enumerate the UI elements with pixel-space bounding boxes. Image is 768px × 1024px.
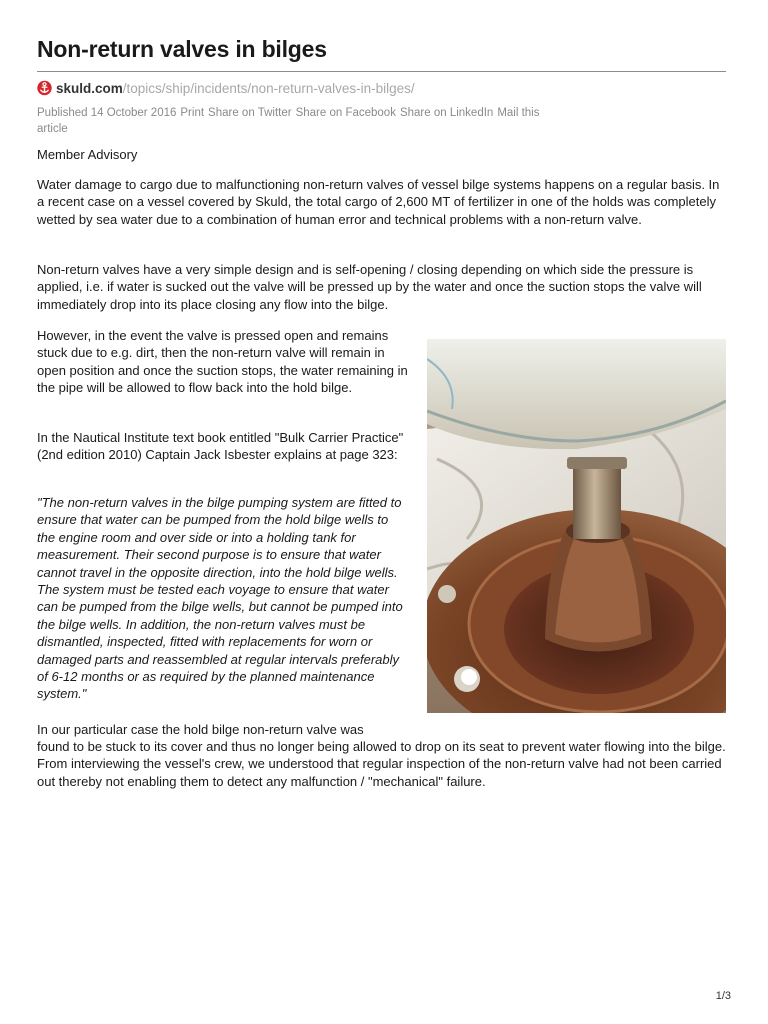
title-divider: [37, 71, 726, 72]
source-path[interactable]: /topics/ship/incidents/non-return-valves-in-bilges/: [122, 80, 415, 96]
paragraph-6-start: In our particular case the hold bilge non-return valve was: [37, 722, 364, 737]
article-meta: [37, 105, 567, 137]
page-title: Non-return valves in bilges: [37, 36, 327, 62]
category-label: Member Advisory: [37, 147, 138, 162]
published-date: Published 14 October 2016: [37, 107, 177, 119]
source-domain[interactable]: skuld.com: [56, 80, 123, 96]
paragraph-2: Non-return valves have a very simple design and is self-opening / closing depending on which side the pressure is applied, i.e. if water is sucked out the valve will be pressed up by the water and once the suction stops the valve will immediately drop into its place closing any flow into the bilge.: [37, 262, 702, 312]
share-linkedin-link[interactable]: Share on LinkedIn: [399, 107, 494, 119]
paragraph-1: Water damage to cargo due to malfunctioning non-return valves of vessel bilge systems happens on a regular basis. In a recent case on a vessel covered by Skuld, the total cargo of 2,600 MT of fertilizer in one of the holds was completely wetted by sea water due to a combination of human error and technical problems with a non-return valve.: [37, 177, 720, 227]
page-number: 1/3: [715, 990, 731, 1002]
mail-link[interactable]: Mail this article: [37, 107, 540, 135]
valve-illustration: [427, 339, 726, 713]
source-url[interactable]: [37, 78, 415, 98]
valve-photo: [427, 339, 726, 713]
paragraph-3: However, in the event the valve is pressed open and remains stuck due to e.g. dirt, then the non-return valve will remain in open position and once the suction stops, the water remaining in the pipe will be allowed to flow back into the hold bilge.: [37, 328, 408, 396]
paragraph-6-rest: found to be stuck to its cover and thus no longer being allowed to drop on its seat to prevent water flowing into the bilge. From interviewing the vessel's crew, we understood that regular inspection of the non-return valve had not been carried out thereby not enabling them to detect any malfunction / "mechanical" failure.: [37, 739, 726, 789]
quote-paragraph: "The non-return valves in the bilge pumping system are fitted to ensure that water can be pumped from the hold bilge wells to the engine room and over side or into a holding tank for measurement. Their second purpose is to ensure that water cannot travel in the opposite direction, into the hold bilge wells. The system must be tested each voyage to ensure that water can be pumped from the bilge wells, but cannot be pumped into the bilge wells. In addition, the non-return valves must be dismantled, inspected, fitted with replacements for worn or damaged parts and reassembled at regular intervals preferably of 6-12 months or as required by the planned maintenance system.": [37, 495, 403, 702]
share-facebook-link[interactable]: Share on Facebook: [295, 107, 396, 119]
print-link[interactable]: Print: [180, 107, 205, 119]
paragraph-4: In the Nautical Institute text book entitled "Bulk Carrier Practice" (2nd edition 2010) Captain Jack Isbester explains at page 323:: [37, 430, 404, 463]
share-twitter-link[interactable]: Share on Twitter: [208, 107, 292, 119]
skuld-anchor-icon: [37, 80, 52, 96]
